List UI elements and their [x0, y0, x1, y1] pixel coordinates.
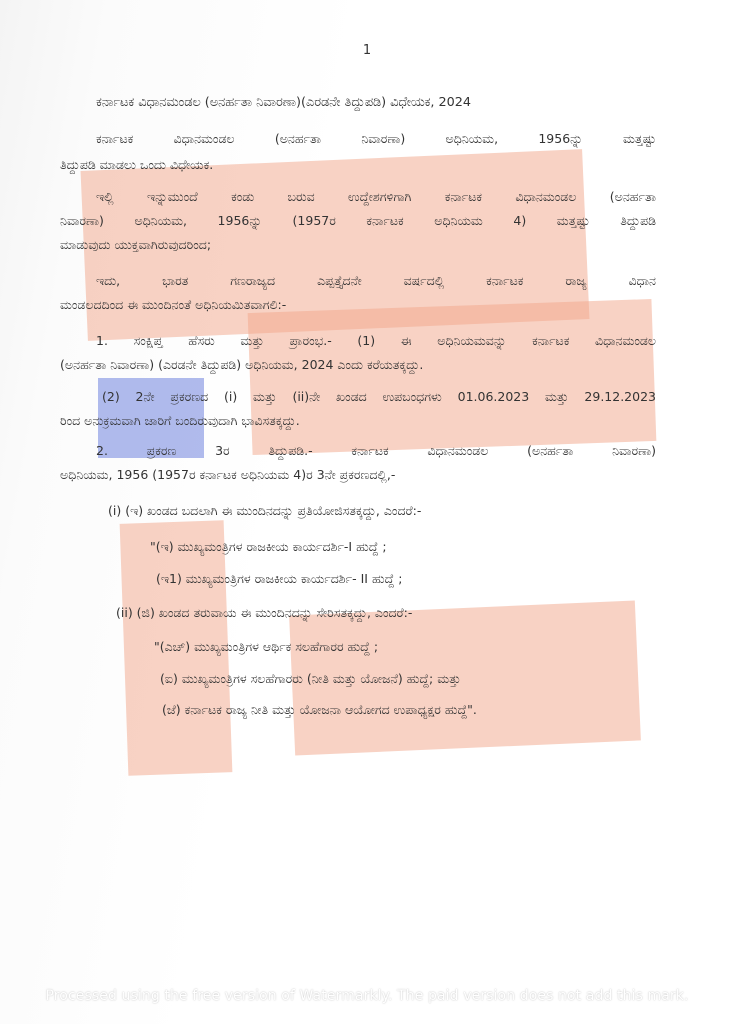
page-number: 1	[362, 43, 372, 58]
section2-clause-i-item-1: "(ಇ) ಮುಖ್ಯಮಂತ್ರಿಗಳ ರಾಜಕೀಯ ಕಾರ್ಯದರ್ಶಿ-I ಹುದ್ದೆ ;	[150, 539, 387, 554]
section2-clause-ii-item-2: (ಐ) ಮುಖ್ಯಮಂತ್ರಿಗಳ ಸಲಹೆಗಾರರು (ನೀತಿ ಮತ್ತು ಯೋಜನೆ) ಹುದ್ದೆ; ಮತ್ತು	[160, 671, 461, 686]
section2-clause-i: (i) (ಇ) ಖಂಡದ ಬದಲಾಗಿ ಈ ಮುಂದಿನದನ್ನು ಪ್ರತಿಯೋಜಿಸತಕ್ಕದ್ದು, ಎಂದರೆ:-	[108, 503, 422, 518]
section2-clause-ii-item-1: "(ಎಚ್) ಮುಖ್ಯಮಂತ್ರಿಗಳ ಆರ್ಥಿಕ ಸಲಹೆಗಾರರ ಹುದ್ದೆ ;	[154, 639, 379, 654]
watermark-text: Processed using the free version of Watermarkly. The paid version does not add this mark.	[45, 988, 689, 1004]
section2-line-1: 2. ಪ್ರಕರಣ 3ರ ತಿದ್ದುಪಡಿ.- ಕರ್ನಾಟಕ ವಿಧಾನಮಂಡಲ (ಅನರ್ಹತಾ ನಿವಾರಣಾ)	[96, 443, 656, 458]
preamble2-line-2: ಮಂಡಲದದಿಂದ ಈ ಮುಂದಿನಂತೆ ಅಧಿನಿಯಮಿತವಾಗಲಿ:-	[60, 297, 287, 312]
preamble1-line-2: ನಿವಾರಣಾ) ಅಧಿನಿಯಮ, 1956ನ್ನು (1957ರ ಕರ್ನಾಟಕ ಅಧಿನಿಯಮ 4) ಮತ್ತಷ್ಟು ತಿದ್ದುಪಡಿ	[60, 213, 656, 228]
section2-clause-ii-item-3: (ಜೆ) ಕರ್ನಾಟಕ ರಾಜ್ಯ ನೀತಿ ಮತ್ತು ಯೋಜನಾ ಆಯೋಗದ ಉಪಾಧ್ಯಕ್ಷರ ಹುದ್ದೆ".	[162, 702, 477, 717]
section1-line-1: 1. ಸಂಕ್ಷಿಪ್ತ ಹೆಸರು ಮತ್ತು ಪ್ರಾರಂಭ.- (1) ಈ ಅಧಿನಿಯಮವನ್ನು ಕರ್ನಾಟಕ ವಿಧಾನಮಂಡಲ	[96, 333, 656, 348]
preamble2-line-1: ಇದು, ಭಾರತ ಗಣರಾಜ್ಯದ ಎಪ್ಪತ್ತೈದನೇ ವರ್ಷದಲ್ಲಿ ಕರ್ನಾಟಕ ರಾಜ್ಯ ವಿಧಾನ	[96, 273, 656, 288]
preamble1-line-1: ಇಲ್ಲಿ ಇನ್ನುಮುಂದೆ ಕಂಡು ಬರುವ ಉದ್ದೇಶಗಳಿಗಾಗಿ ಕರ್ನಾಟಕ ವಿಧಾನಮಂಡಲ (ಅನರ್ಹತಾ	[96, 189, 656, 204]
section2-line-2: ಅಧಿನಿಯಮ, 1956 (1957ರ ಕರ್ನಾಟಕ ಅಧಿನಿಯಮ 4)ರ 3ನೇ ಪ್ರಕರಣದಲ್ಲಿ,-	[60, 467, 396, 482]
section1-line-3: (2) 2ನೇ ಪ್ರಕರಣದ (i) ಮತ್ತು (ii)ನೇ ಖಂಡದ ಉಪಬಂಧಗಳು 01.06.2023 ಮತ್ತು 29.12.2023	[102, 389, 656, 404]
intro-line-1: ಕರ್ನಾಟಕ ವಿಧಾನಮಂಡಲ (ಅನರ್ಹತಾ ನಿವಾರಣಾ) ಅಧಿನಿಯಮ, 1956ನ್ನು ಮತ್ತಷ್ಟು	[96, 131, 656, 146]
highlight-block-middle	[248, 299, 657, 455]
section2-clause-ii: (ii) (ಜಿ) ಖಂಡದ ತರುವಾಯ ಈ ಮುಂದಿನದನ್ನು ಸೇರಿಸತಕ್ಕದ್ದು, ಎಂದರೆ:-	[116, 605, 413, 620]
section1-line-2: (ಅನರ್ಹತಾ ನಿವಾರಣಾ) (ಎರಡನೇ ತಿದ್ದುಪಡಿ) ಅಧಿನಿಯಮ, 2024 ಎಂದು ಕರೆಯತಕ್ಕದ್ದು.	[60, 357, 424, 372]
section2-clause-i-item-2: (ಇ1) ಮುಖ್ಯಮಂತ್ರಿಗಳ ರಾಜಕೀಯ ಕಾರ್ಯದರ್ಶಿ- II ಹುದ್ದೆ ;	[156, 571, 403, 586]
document-title: ಕರ್ನಾಟಕ ವಿಧಾನಮಂಡಲ (ಅನರ್ಹತಾ ನಿವಾರಣಾ)(ಎರಡನೇ ತಿದ್ದುಪಡಿ) ವಿಧೇಯಕ, 2024	[96, 95, 472, 110]
intro-line-2: ತಿದ್ದುಪಡಿ ಮಾಡಲು ಒಂದು ವಿಧೇಯಕ.	[60, 157, 214, 172]
section1-line-4: ರಿಂದ ಅನುಕ್ರಮವಾಗಿ ಜಾರಿಗೆ ಬಂದಿರುವುದಾಗಿ ಭಾವಿಸತಕ್ಕದ್ದು.	[60, 413, 300, 428]
preamble1-line-3: ಮಾಡುವುದು ಯುಕ್ತವಾಗಿರುವುದರಿಂದ;	[60, 237, 212, 252]
